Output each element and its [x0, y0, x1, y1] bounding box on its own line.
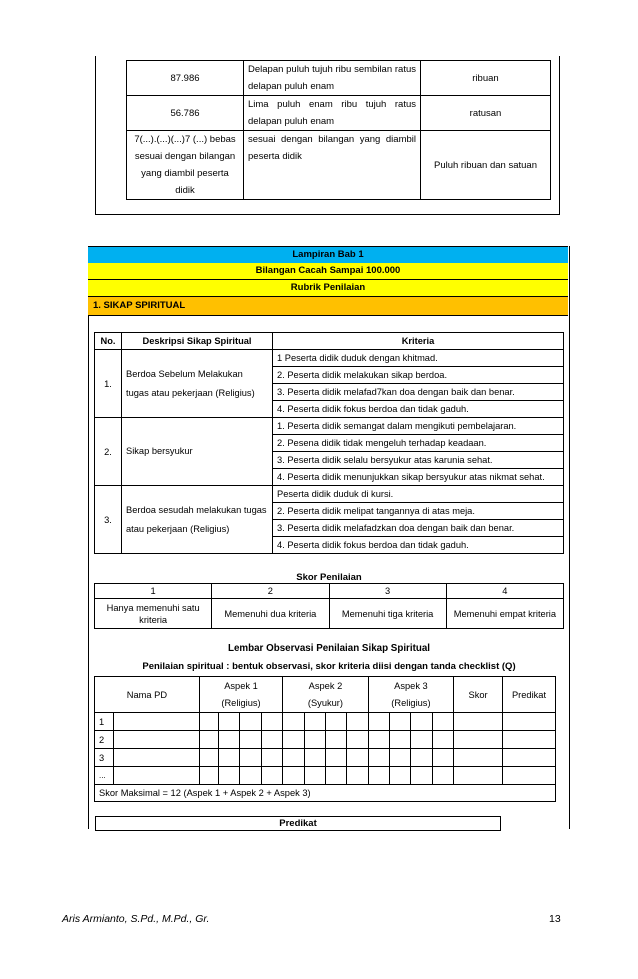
row-number: ... — [95, 767, 114, 785]
criteria-cell: 4. Peserta didik fokus berdoa dan tidak gaduh. — [273, 537, 564, 554]
header-aspek1-sub: (Religius) — [199, 695, 282, 713]
header-skor: Skor — [454, 677, 503, 713]
page-number: 13 — [549, 913, 561, 925]
table-row — [95, 418, 564, 435]
table-row — [95, 584, 564, 599]
place-value-table — [126, 60, 551, 200]
words-cell: Lima puluh enam ribu tujuh ratus delapan puluh enam — [244, 96, 421, 131]
item-number: 1. — [95, 350, 122, 418]
item-description: Berdoa sesudah melakukan tugas atau pekerjaan (Religius) — [122, 486, 273, 554]
score-number: 4 — [446, 584, 563, 599]
row-number: 1 — [95, 713, 114, 731]
item-number: 3. — [95, 486, 122, 554]
lampiran-subheading: Bilangan Cacah Sampai 100.000 — [88, 263, 568, 280]
score-number: 3 — [329, 584, 446, 599]
table-row — [127, 61, 551, 96]
criteria-cell: 1. Peserta didik semangat dalam mengikuti pembelajaran. — [273, 418, 564, 435]
header-aspek3: Aspek 3 — [368, 677, 453, 695]
footer-author: Aris Armianto, S.Pd., M.Pd., Gr. — [62, 913, 210, 925]
score-number: 1 — [95, 584, 212, 599]
table-row — [95, 749, 556, 767]
table-row — [95, 350, 564, 367]
item-number: 2. — [95, 418, 122, 486]
score-title: Skor Penilaian — [296, 572, 362, 583]
words-cell: sesuai dengan bilangan yang diambil peserta didik — [244, 131, 421, 200]
number-cell: 7(...).(...)(...)7 (...) bebas sesuai dengan bilangan yang diambil peserta didik — [127, 131, 244, 200]
row-number: 3 — [95, 749, 114, 767]
number-cell: 56.786 — [127, 96, 244, 131]
predikat-bar: Predikat — [95, 816, 501, 831]
table-row — [127, 96, 551, 131]
max-score-note: Skor Maksimal = 12 (Aspek 1 + Aspek 2 + Aspek 3) — [95, 785, 556, 802]
header-kriteria: Kriteria — [273, 333, 564, 350]
score-label: Memenuhi empat kriteria — [446, 599, 563, 629]
words-cell: Delapan puluh tujuh ribu sembilan ratus delapan puluh enam — [244, 61, 421, 96]
criteria-cell: 2. Peserta didik melipat tangannya di atas meja. — [273, 503, 564, 520]
table-row — [127, 131, 551, 200]
criteria-cell: 3. Peserta didik melafadzkan doa dengan baik dan benar. — [273, 520, 564, 537]
observation-subtitle: Penilaian spiritual : bentuk observasi, skor kriteria diisi dengan tanda checklist (Q) — [142, 661, 516, 672]
place-cell: Puluh ribuan dan satuan — [421, 131, 551, 200]
place-cell: ribuan — [421, 61, 551, 96]
table-row — [95, 767, 556, 785]
table-header-row — [95, 333, 564, 350]
score-label: Hanya memenuhi satu kriteria — [95, 599, 212, 629]
rubric-table — [94, 332, 564, 554]
criteria-cell: 2. Pesena didik tidak mengeluh terhadap keadaan. — [273, 435, 564, 452]
header-nama: Nama PD — [95, 677, 200, 713]
number-cell: 87.986 — [127, 61, 244, 96]
header-deskripsi: Deskripsi Sikap Spiritual — [122, 333, 273, 350]
header-aspek2: Aspek 2 — [283, 677, 368, 695]
score-number: 2 — [212, 584, 329, 599]
table-row — [95, 785, 556, 802]
section-title: 1. SIKAP SPIRITUAL — [88, 297, 568, 316]
header-aspek2-sub: (Syukur) — [283, 695, 368, 713]
table-row — [95, 486, 564, 503]
table-row — [95, 731, 556, 749]
lampiran-heading: Lampiran Bab 1 — [88, 246, 568, 264]
criteria-cell: 4. Peserta didik menunjukkan sikap bersyukur atas nikmat sehat. — [273, 469, 564, 486]
rubric-title: Rubrik Penilaian — [88, 280, 568, 297]
header-aspek1: Aspek 1 — [199, 677, 282, 695]
criteria-cell: 3. Peserta didik selalu bersyukur atas karunia sehat. — [273, 452, 564, 469]
header-aspek3-sub: (Religius) — [368, 695, 453, 713]
criteria-cell: 1 Peserta didik duduk dengan khitmad. — [273, 350, 564, 367]
score-label: Memenuhi tiga kriteria — [329, 599, 446, 629]
table-row — [95, 713, 556, 731]
header-no: No. — [95, 333, 122, 350]
header-predikat: Predikat — [502, 677, 555, 713]
criteria-cell: 4. Peserta didik fokus berdoa dan tidak gaduh. — [273, 401, 564, 418]
item-description: Sikap bersyukur — [122, 418, 273, 486]
observation-title: Lembar Observasi Penilaian Sikap Spiritual — [227, 643, 430, 654]
criteria-cell: Peserta didik duduk di kursi. — [273, 486, 564, 503]
place-cell: ratusan — [421, 96, 551, 131]
table-row — [95, 599, 564, 629]
row-number: 2 — [95, 731, 114, 749]
criteria-cell: 3. Peserta didik melafad7kan doa dengan baik dan benar. — [273, 384, 564, 401]
table-header-row — [95, 677, 556, 695]
score-table — [94, 583, 564, 629]
observation-table — [94, 676, 556, 802]
item-description: Berdoa Sebelum Melakukan tugas atau pekerjaan (Religius) — [122, 350, 273, 418]
criteria-cell: 2. Peserta didik melakukan sikap berdoa. — [273, 367, 564, 384]
score-label: Memenuhi dua kriteria — [212, 599, 329, 629]
